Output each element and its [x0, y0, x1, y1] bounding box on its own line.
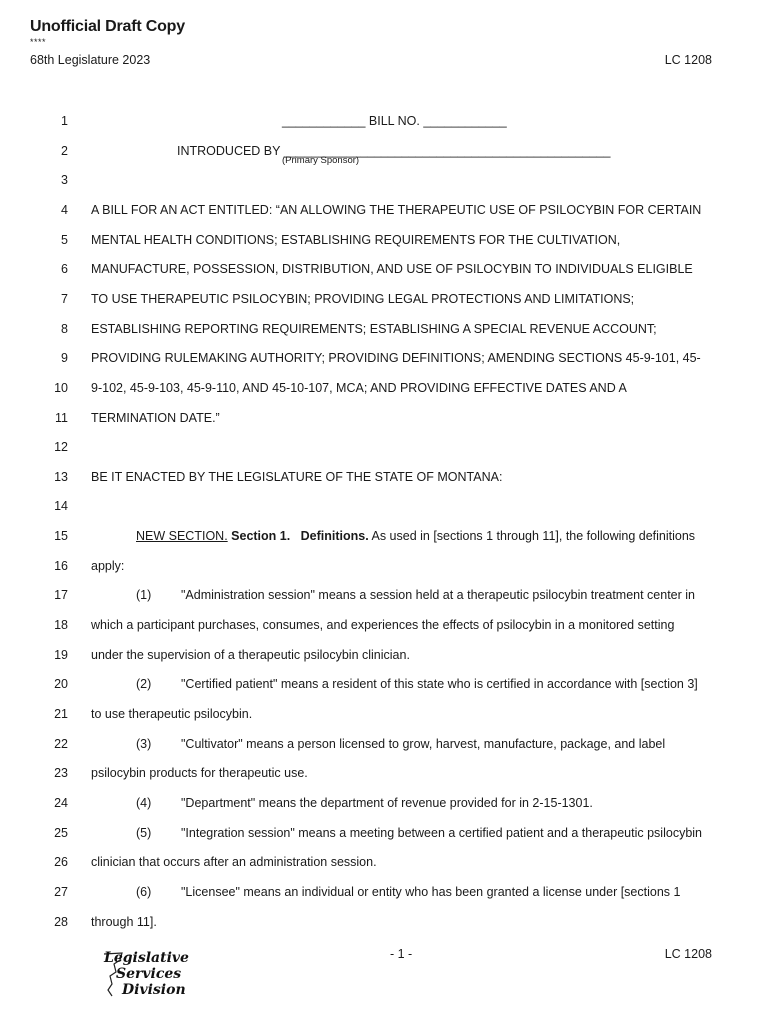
paragraph-text: "Cultivator" means a person licensed to grow, harvest, manufacture, package, and label — [181, 736, 666, 751]
bill-number-line: ____________ BILL NO. ____________ — [282, 114, 507, 128]
line-number: 6 — [61, 262, 68, 277]
logo-line-division: Division — [122, 982, 186, 998]
line-11 — [0, 408, 770, 428]
line-number: 12 — [54, 440, 68, 455]
line-number: 18 — [54, 618, 68, 633]
line-text: TERMINATION DATE.” — [91, 410, 220, 425]
line-text: to use therapeutic psilocybin. — [91, 707, 253, 721]
definition-line — [136, 734, 665, 754]
line-text: ESTABLISHING REPORTING REQUIREMENTS; ESTABLISHING A SPECIAL REVENUE ACCOUNT; — [91, 321, 657, 336]
line-text: under the supervision of a therapeutic psilocybin clinician. — [91, 647, 410, 662]
line-13 — [0, 467, 770, 487]
line-21 — [0, 704, 770, 724]
line-18 — [0, 615, 770, 635]
line-7 — [0, 289, 770, 309]
line-number: 23 — [54, 766, 68, 781]
legislature-label: 68th Legislature 2023 — [30, 53, 151, 67]
line-text: PROVIDING RULEMAKING AUTHORITY; PROVIDING DEFINITIONS; AMENDING SECTIONS 45-9-101, 45- — [91, 351, 701, 366]
line-text: apply: — [91, 558, 125, 573]
line-number: 7 — [61, 291, 68, 306]
lc-number-footer: LC 1208 — [664, 947, 712, 961]
paragraph-number: (6) — [136, 884, 152, 899]
line-5 — [0, 230, 770, 250]
paragraph-number: (4) — [136, 795, 152, 810]
definition-line — [136, 793, 593, 813]
line-9 — [0, 348, 770, 368]
line-number: 4 — [61, 202, 68, 217]
section-label: Section 1. — [231, 529, 291, 544]
paragraph-text: "Integration session" means a meeting between a certified patient and a therapeutic psilocybin — [181, 825, 702, 840]
line-1 — [0, 111, 770, 131]
line-number: 14 — [54, 499, 68, 514]
line-number: 8 — [61, 321, 68, 336]
paragraph-number: (1) — [136, 588, 152, 603]
introduced-by-line: INTRODUCED BY _______________________________________________ — [177, 143, 611, 158]
line-17 — [0, 585, 770, 605]
line-2 — [0, 141, 770, 161]
lc-number-header: LC 1208 — [664, 53, 712, 67]
line-8 — [0, 319, 770, 339]
line-number: 15 — [54, 529, 68, 544]
logo-line-legislative: Legislative — [104, 950, 189, 966]
line-28 — [0, 912, 770, 932]
line-number: 26 — [54, 855, 68, 870]
line-22 — [0, 734, 770, 754]
line-number: 27 — [54, 884, 68, 899]
primary-sponsor-note: (Primary Sponsor) — [282, 155, 360, 166]
line-text: MENTAL HEALTH CONDITIONS; ESTABLISHING REQUIREMENTS FOR THE CULTIVATION, — [91, 232, 621, 247]
logo-line-services: Services — [116, 966, 182, 982]
paragraph-number: (2) — [136, 677, 152, 692]
line-12 — [0, 437, 770, 457]
line-19 — [0, 645, 770, 665]
line-6 — [0, 259, 770, 279]
paragraph-number: (3) — [136, 736, 152, 751]
line-25 — [0, 823, 770, 843]
paragraph-text: "Licensee" means an individual or entity who has been granted a license under [sections 1 — [181, 884, 681, 899]
line-text: clinician that occurs after an administration session. — [91, 855, 377, 870]
line-text: psilocybin products for therapeutic use. — [91, 766, 308, 781]
line-16 — [0, 556, 770, 576]
line-number: 17 — [54, 588, 68, 603]
definition-line — [136, 882, 680, 902]
line-number: 13 — [54, 469, 68, 484]
new-section-label: NEW SECTION. — [136, 529, 228, 544]
line-number: 20 — [54, 677, 68, 692]
line-15 — [0, 526, 770, 546]
line-10 — [0, 378, 770, 398]
paragraph-text: "Administration session" means a session held at a therapeutic psilocybin treatment center in — [181, 588, 696, 603]
line-text: TO USE THERAPEUTIC PSILOCYBIN; PROVIDING LEGAL PROTECTIONS AND LIMITATIONS; — [91, 291, 635, 306]
line-text: MANUFACTURE, POSSESSION, DISTRIBUTION, AND USE OF PSILOCYBIN TO INDIVIDUALS ELIGIBLE — [91, 262, 693, 277]
line-text: which a participant purchases, consumes, and experiences the effects of psilocybin in a monitored setting — [91, 618, 675, 633]
line-number: 2 — [61, 143, 68, 158]
line-text: 9-102, 45-9-103, 45-9-110, AND 45-10-107, MCA; AND PROVIDING EFFECTIVE DATES AND A — [91, 380, 627, 395]
line-text: through 11]. — [91, 914, 157, 929]
page-number: - 1 - — [390, 947, 413, 961]
section-intro-text: As used in [sections 1 through 11], the following definitions — [371, 529, 696, 544]
line-27 — [0, 882, 770, 902]
line-text: BE IT ENACTED BY THE LEGISLATURE OF THE STATE OF MONTANA: — [91, 469, 503, 484]
line-23 — [0, 763, 770, 783]
line-number: 24 — [54, 795, 68, 810]
line-number: 19 — [54, 647, 68, 662]
line-number: 10 — [54, 380, 68, 395]
section-heading: Definitions. — [300, 529, 369, 544]
line-14 — [0, 496, 770, 516]
line-3 — [0, 170, 770, 190]
section-1-heading-line — [136, 526, 695, 546]
line-20 — [0, 674, 770, 694]
line-number: 11 — [55, 410, 68, 425]
line-text: A BILL FOR AN ACT ENTITLED: “AN ALLOWING THE THERAPEUTIC USE OF PSILOCYBIN FOR CERTAIN — [91, 202, 702, 217]
definition-line — [136, 674, 698, 694]
line-number: 16 — [54, 558, 68, 573]
line-number: 22 — [54, 736, 68, 751]
header-stars: **** — [30, 37, 47, 47]
line-number: 1 — [61, 114, 68, 128]
paragraph-text: "Department" means the department of revenue provided for in 2-15-1301. — [181, 795, 593, 810]
line-number: 3 — [61, 173, 68, 188]
line-number: 5 — [61, 232, 68, 247]
header-title: Unofficial Draft Copy — [30, 18, 185, 35]
line-number: 21 — [54, 707, 68, 721]
line-4 — [0, 200, 770, 220]
line-24 — [0, 793, 770, 813]
line-number: 25 — [54, 825, 68, 840]
legislative-services-logo — [100, 950, 190, 1000]
line-number: 9 — [61, 351, 68, 366]
definition-line — [136, 585, 695, 605]
paragraph-number: (5) — [136, 825, 152, 840]
definition-line — [136, 823, 702, 843]
paragraph-text: "Certified patient" means a resident of this state who is certified in accordance with [section 3] — [181, 677, 698, 692]
line-number: 28 — [54, 914, 68, 929]
line-26 — [0, 852, 770, 872]
